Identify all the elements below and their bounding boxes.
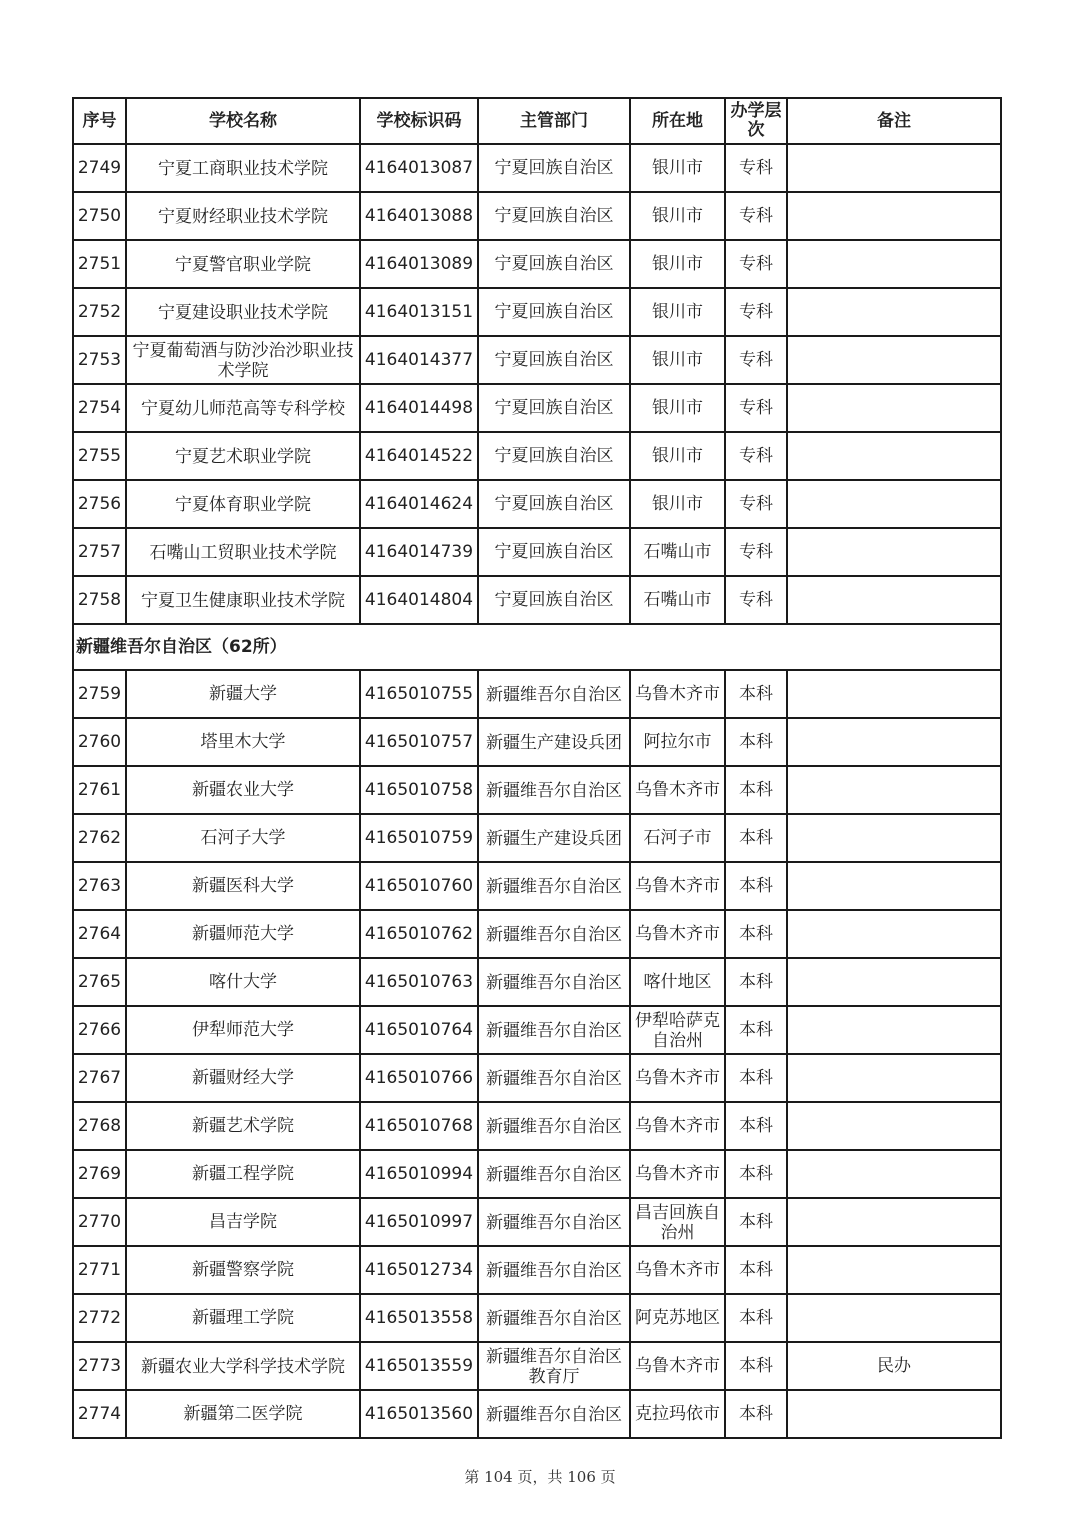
table-row <box>73 862 1001 910</box>
cell-level: 专科 <box>725 384 787 432</box>
cell-no: 2769 <box>73 1150 126 1198</box>
table-header-row <box>73 98 1001 144</box>
table-row <box>73 144 1001 192</box>
cell-no: 2760 <box>73 718 126 766</box>
cell-no: 2766 <box>73 1006 126 1054</box>
cell-note <box>787 1054 1001 1102</box>
table-row <box>73 718 1001 766</box>
table-row <box>73 240 1001 288</box>
cell-code: 4164014377 <box>360 336 478 384</box>
cell-dept: 新疆维吾尔自治区教育厅 <box>478 1342 630 1390</box>
cell-loc: 乌鲁木齐市 <box>630 670 725 718</box>
cell-dept: 新疆维吾尔自治区 <box>478 862 630 910</box>
cell-code: 4165010763 <box>360 958 478 1006</box>
cell-note <box>787 528 1001 576</box>
cell-code: 4165010764 <box>360 1006 478 1054</box>
cell-dept: 宁夏回族自治区 <box>478 288 630 336</box>
cell-name: 伊犁师范大学 <box>126 1006 360 1054</box>
cell-note <box>787 576 1001 624</box>
cell-level: 本科 <box>725 862 787 910</box>
table-row <box>73 814 1001 862</box>
cell-no: 2767 <box>73 1054 126 1102</box>
cell-note <box>787 814 1001 862</box>
cell-code: 4164014522 <box>360 432 478 480</box>
cell-note: 民办 <box>787 1342 1001 1390</box>
cell-loc: 阿拉尔市 <box>630 718 725 766</box>
cell-no: 2772 <box>73 1294 126 1342</box>
cell-note <box>787 718 1001 766</box>
section-row <box>73 624 1001 670</box>
cell-name: 新疆农业大学 <box>126 766 360 814</box>
cell-no: 2750 <box>73 192 126 240</box>
cell-name: 昌吉学院 <box>126 1198 360 1246</box>
cell-dept: 宁夏回族自治区 <box>478 432 630 480</box>
cell-no: 2761 <box>73 766 126 814</box>
table-row <box>73 192 1001 240</box>
cell-level: 专科 <box>725 288 787 336</box>
cell-level: 本科 <box>725 1342 787 1390</box>
cell-code: 4165013558 <box>360 1294 478 1342</box>
cell-note <box>787 1294 1001 1342</box>
cell-level: 专科 <box>725 432 787 480</box>
cell-name: 宁夏财经职业技术学院 <box>126 192 360 240</box>
cell-dept: 新疆维吾尔自治区 <box>478 1198 630 1246</box>
cell-name: 宁夏幼儿师范高等专科学校 <box>126 384 360 432</box>
cell-loc: 乌鲁木齐市 <box>630 1246 725 1294</box>
cell-loc: 乌鲁木齐市 <box>630 1102 725 1150</box>
cell-name: 宁夏卫生健康职业技术学院 <box>126 576 360 624</box>
cell-loc: 阿克苏地区 <box>630 1294 725 1342</box>
cell-dept: 新疆维吾尔自治区 <box>478 1390 630 1438</box>
cell-note <box>787 1006 1001 1054</box>
cell-note <box>787 384 1001 432</box>
cell-note <box>787 910 1001 958</box>
cell-loc: 银川市 <box>630 288 725 336</box>
cell-level: 本科 <box>725 670 787 718</box>
cell-no: 2754 <box>73 384 126 432</box>
cell-note <box>787 240 1001 288</box>
cell-code: 4165010755 <box>360 670 478 718</box>
cell-code: 4165010760 <box>360 862 478 910</box>
cell-dept: 宁夏回族自治区 <box>478 336 630 384</box>
table-row <box>73 576 1001 624</box>
cell-level: 本科 <box>725 1390 787 1438</box>
cell-loc: 银川市 <box>630 240 725 288</box>
cell-loc: 乌鲁木齐市 <box>630 910 725 958</box>
cell-no: 2773 <box>73 1342 126 1390</box>
cell-loc: 银川市 <box>630 144 725 192</box>
cell-code: 4164013087 <box>360 144 478 192</box>
cell-loc: 银川市 <box>630 384 725 432</box>
cell-loc: 乌鲁木齐市 <box>630 1054 725 1102</box>
table-row <box>73 670 1001 718</box>
cell-code: 4165013560 <box>360 1390 478 1438</box>
table-row <box>73 528 1001 576</box>
cell-no: 2771 <box>73 1246 126 1294</box>
cell-level: 本科 <box>725 1054 787 1102</box>
table-row <box>73 1246 1001 1294</box>
cell-loc: 克拉玛依市 <box>630 1390 725 1438</box>
header-cell: 学校标识码 <box>360 98 478 144</box>
cell-note <box>787 670 1001 718</box>
table-row <box>73 1342 1001 1390</box>
cell-name: 新疆大学 <box>126 670 360 718</box>
cell-no: 2757 <box>73 528 126 576</box>
cell-note <box>787 336 1001 384</box>
cell-loc: 银川市 <box>630 432 725 480</box>
table-row <box>73 910 1001 958</box>
cell-dept: 新疆生产建设兵团 <box>478 814 630 862</box>
cell-no: 2763 <box>73 862 126 910</box>
cell-level: 专科 <box>725 144 787 192</box>
page-footer: 第 104 页，共 106 页 <box>464 1468 616 1486</box>
cell-dept: 宁夏回族自治区 <box>478 384 630 432</box>
header-cell: 备注 <box>787 98 1001 144</box>
cell-name: 新疆农业大学科学技术学院 <box>126 1342 360 1390</box>
cell-note <box>787 432 1001 480</box>
cell-name: 宁夏工商职业技术学院 <box>126 144 360 192</box>
cell-no: 2755 <box>73 432 126 480</box>
cell-code: 4165010766 <box>360 1054 478 1102</box>
cell-level: 专科 <box>725 480 787 528</box>
cell-note <box>787 144 1001 192</box>
cell-name: 新疆工程学院 <box>126 1150 360 1198</box>
cell-dept: 新疆维吾尔自治区 <box>478 766 630 814</box>
cell-level: 专科 <box>725 528 787 576</box>
table-row <box>73 1054 1001 1102</box>
cell-code: 4165010757 <box>360 718 478 766</box>
table-row <box>73 1006 1001 1054</box>
table-row <box>73 1198 1001 1246</box>
cell-note <box>787 288 1001 336</box>
cell-name: 喀什大学 <box>126 958 360 1006</box>
table-row <box>73 1390 1001 1438</box>
cell-code: 4165010762 <box>360 910 478 958</box>
cell-note <box>787 1390 1001 1438</box>
header-cell: 所在地 <box>630 98 725 144</box>
cell-name: 新疆警察学院 <box>126 1246 360 1294</box>
cell-level: 专科 <box>725 192 787 240</box>
cell-loc: 乌鲁木齐市 <box>630 1150 725 1198</box>
cell-dept: 宁夏回族自治区 <box>478 192 630 240</box>
header-cell: 学校名称 <box>126 98 360 144</box>
cell-code: 4164014624 <box>360 480 478 528</box>
cell-code: 4164013151 <box>360 288 478 336</box>
table-row <box>73 384 1001 432</box>
table-row <box>73 1102 1001 1150</box>
cell-level: 本科 <box>725 1198 787 1246</box>
cell-name: 石嘴山工贸职业技术学院 <box>126 528 360 576</box>
cell-loc: 银川市 <box>630 336 725 384</box>
cell-no: 2774 <box>73 1390 126 1438</box>
cell-no: 2756 <box>73 480 126 528</box>
cell-dept: 新疆维吾尔自治区 <box>478 1102 630 1150</box>
cell-code: 4165010997 <box>360 1198 478 1246</box>
cell-dept: 宁夏回族自治区 <box>478 528 630 576</box>
table-row <box>73 958 1001 1006</box>
cell-name: 宁夏建设职业技术学院 <box>126 288 360 336</box>
cell-level: 专科 <box>725 240 787 288</box>
cell-no: 2749 <box>73 144 126 192</box>
cell-dept: 新疆维吾尔自治区 <box>478 1006 630 1054</box>
cell-note <box>787 1150 1001 1198</box>
cell-level: 本科 <box>725 1006 787 1054</box>
cell-dept: 宁夏回族自治区 <box>478 480 630 528</box>
cell-level: 本科 <box>725 766 787 814</box>
cell-level: 本科 <box>725 1246 787 1294</box>
cell-no: 2759 <box>73 670 126 718</box>
table-row <box>73 336 1001 384</box>
cell-loc: 乌鲁木齐市 <box>630 862 725 910</box>
cell-name: 宁夏艺术职业学院 <box>126 432 360 480</box>
cell-no: 2768 <box>73 1102 126 1150</box>
table-row <box>73 1150 1001 1198</box>
cell-note <box>787 480 1001 528</box>
cell-note <box>787 1198 1001 1246</box>
cell-loc: 石嘴山市 <box>630 576 725 624</box>
cell-loc: 昌吉回族自治州 <box>630 1198 725 1246</box>
cell-code: 4165010758 <box>360 766 478 814</box>
cell-no: 2753 <box>73 336 126 384</box>
cell-name: 新疆师范大学 <box>126 910 360 958</box>
cell-level: 本科 <box>725 958 787 1006</box>
school-list-table <box>72 97 1002 1439</box>
table-row <box>73 1294 1001 1342</box>
cell-loc: 乌鲁木齐市 <box>630 1342 725 1390</box>
table-row <box>73 288 1001 336</box>
cell-code: 4165010994 <box>360 1150 478 1198</box>
cell-code: 4164014739 <box>360 528 478 576</box>
cell-code: 4164013088 <box>360 192 478 240</box>
cell-code: 4165010759 <box>360 814 478 862</box>
table-row <box>73 432 1001 480</box>
cell-no: 2762 <box>73 814 126 862</box>
cell-dept: 宁夏回族自治区 <box>478 144 630 192</box>
cell-no: 2770 <box>73 1198 126 1246</box>
cell-name: 新疆财经大学 <box>126 1054 360 1102</box>
cell-no: 2764 <box>73 910 126 958</box>
cell-level: 专科 <box>725 336 787 384</box>
table-row <box>73 480 1001 528</box>
cell-level: 本科 <box>725 718 787 766</box>
cell-code: 4165010768 <box>360 1102 478 1150</box>
cell-loc: 乌鲁木齐市 <box>630 766 725 814</box>
cell-level: 专科 <box>725 576 787 624</box>
cell-dept: 新疆维吾尔自治区 <box>478 1054 630 1102</box>
cell-dept: 宁夏回族自治区 <box>478 240 630 288</box>
header-cell: 主管部门 <box>478 98 630 144</box>
cell-dept: 新疆维吾尔自治区 <box>478 1246 630 1294</box>
header-cell: 办学层次 <box>725 98 787 144</box>
cell-note <box>787 958 1001 1006</box>
header-cell: 序号 <box>73 98 126 144</box>
cell-name: 石河子大学 <box>126 814 360 862</box>
cell-no: 2752 <box>73 288 126 336</box>
cell-name: 宁夏葡萄酒与防沙治沙职业技术学院 <box>126 336 360 384</box>
cell-loc: 石嘴山市 <box>630 528 725 576</box>
cell-note <box>787 1246 1001 1294</box>
cell-name: 塔里木大学 <box>126 718 360 766</box>
section-title: 新疆维吾尔自治区（62所） <box>73 624 1001 670</box>
cell-dept: 新疆维吾尔自治区 <box>478 670 630 718</box>
cell-code: 4164014498 <box>360 384 478 432</box>
cell-name: 宁夏体育职业学院 <box>126 480 360 528</box>
cell-code: 4165012734 <box>360 1246 478 1294</box>
cell-loc: 银川市 <box>630 192 725 240</box>
cell-note <box>787 766 1001 814</box>
cell-loc: 伊犁哈萨克自治州 <box>630 1006 725 1054</box>
cell-dept: 新疆维吾尔自治区 <box>478 1294 630 1342</box>
cell-name: 宁夏警官职业学院 <box>126 240 360 288</box>
table-row <box>73 766 1001 814</box>
cell-name: 新疆理工学院 <box>126 1294 360 1342</box>
cell-code: 4165013559 <box>360 1342 478 1390</box>
cell-loc: 喀什地区 <box>630 958 725 1006</box>
cell-dept: 新疆生产建设兵团 <box>478 718 630 766</box>
cell-name: 新疆艺术学院 <box>126 1102 360 1150</box>
cell-no: 2751 <box>73 240 126 288</box>
cell-level: 本科 <box>725 910 787 958</box>
cell-no: 2758 <box>73 576 126 624</box>
cell-level: 本科 <box>725 1102 787 1150</box>
cell-name: 新疆第二医学院 <box>126 1390 360 1438</box>
cell-level: 本科 <box>725 1294 787 1342</box>
cell-code: 4164013089 <box>360 240 478 288</box>
cell-loc: 石河子市 <box>630 814 725 862</box>
cell-loc: 银川市 <box>630 480 725 528</box>
cell-dept: 宁夏回族自治区 <box>478 576 630 624</box>
cell-level: 本科 <box>725 1150 787 1198</box>
cell-name: 新疆医科大学 <box>126 862 360 910</box>
cell-dept: 新疆维吾尔自治区 <box>478 910 630 958</box>
cell-dept: 新疆维吾尔自治区 <box>478 1150 630 1198</box>
cell-note <box>787 862 1001 910</box>
cell-code: 4164014804 <box>360 576 478 624</box>
cell-no: 2765 <box>73 958 126 1006</box>
cell-note <box>787 192 1001 240</box>
cell-dept: 新疆维吾尔自治区 <box>478 958 630 1006</box>
cell-note <box>787 1102 1001 1150</box>
cell-level: 本科 <box>725 814 787 862</box>
